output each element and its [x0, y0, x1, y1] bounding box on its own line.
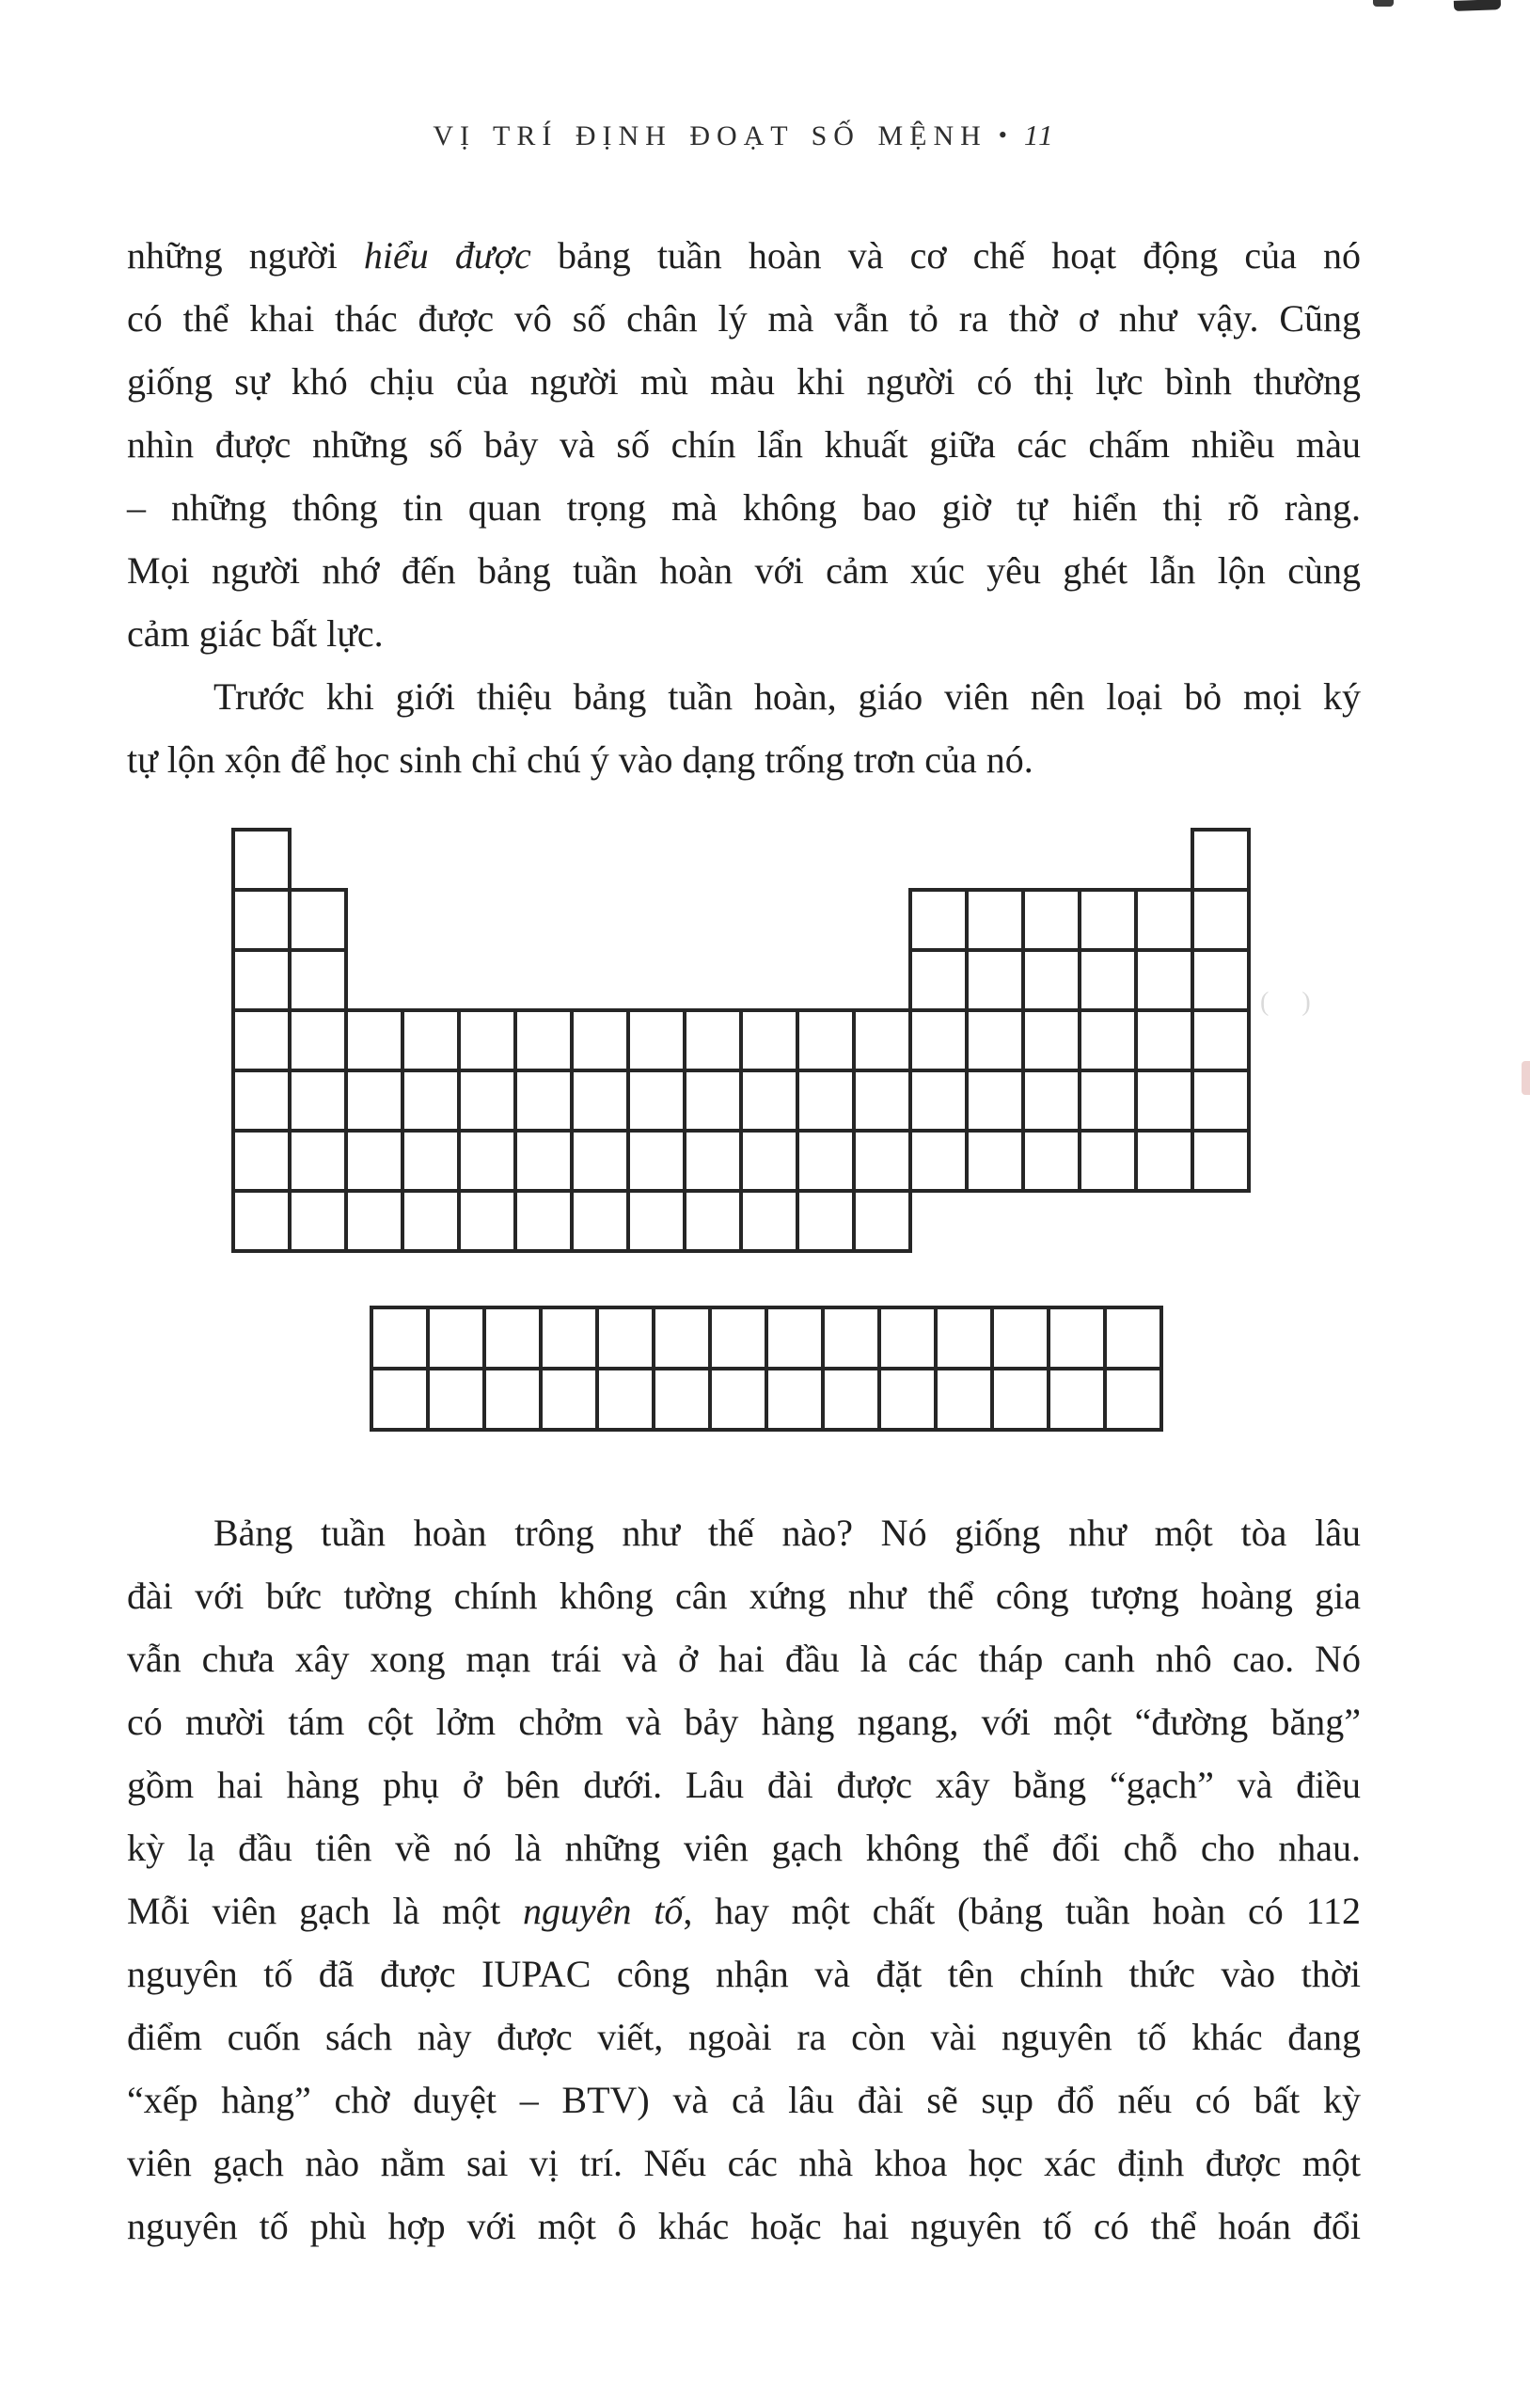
- element-cell: [1192, 1070, 1249, 1131]
- element-cell: [967, 950, 1023, 1010]
- element-cell: [290, 890, 346, 950]
- element-cell: [1105, 1307, 1161, 1369]
- element-cell: [402, 1191, 459, 1251]
- element-cell: [233, 1070, 290, 1131]
- element-cell: [402, 1131, 459, 1191]
- element-cell: [992, 1307, 1049, 1369]
- element-cell: [1023, 890, 1080, 950]
- element-cell: [879, 1369, 936, 1430]
- text-block-lower: [127, 1501, 1361, 2258]
- element-cell: [879, 1307, 936, 1369]
- element-cell: [823, 1369, 879, 1430]
- element-cell: [371, 1307, 428, 1369]
- element-cell: [290, 1131, 346, 1191]
- element-cell: [766, 1307, 823, 1369]
- element-cell: [741, 1131, 797, 1191]
- page-number: 11: [1023, 119, 1055, 151]
- element-cell: [1080, 1131, 1136, 1191]
- element-cell: [1192, 950, 1249, 1010]
- element-cell: [572, 1010, 628, 1070]
- element-cell: [371, 1369, 428, 1430]
- element-cell: [1192, 830, 1249, 890]
- text-line: vẫn chưa xây xong mạn trái và ở hai đầu là các tháp canh nhô cao. Nó: [127, 1638, 1361, 1680]
- element-cell: [854, 1010, 910, 1070]
- element-cell: [766, 1369, 823, 1430]
- scan-speck: [1454, 0, 1501, 11]
- element-cell: [1080, 890, 1136, 950]
- element-cell: [685, 1070, 741, 1131]
- element-cell: [402, 1070, 459, 1131]
- text-line: nhìn được những số bảy và số chín lẩn khuất giữa các chấm nhiều màu: [127, 423, 1361, 466]
- element-cell: [428, 1369, 484, 1430]
- element-cell: [654, 1307, 710, 1369]
- text-block-upper: [127, 224, 1361, 791]
- text-line: giống sự khó chịu của người mù màu khi người có thị lực bình thường: [127, 360, 1361, 403]
- element-cell: [290, 1191, 346, 1251]
- element-cell: [741, 1010, 797, 1070]
- element-cell: [233, 1131, 290, 1191]
- element-cell: [290, 1010, 346, 1070]
- element-cell: [685, 1010, 741, 1070]
- element-cell: [233, 950, 290, 1010]
- scan-edge-mark: [1522, 1061, 1530, 1095]
- element-cell: [710, 1307, 766, 1369]
- element-cell: [515, 1191, 572, 1251]
- element-cell: [572, 1191, 628, 1251]
- element-cell: [1049, 1307, 1105, 1369]
- element-cell: [541, 1369, 597, 1430]
- element-cell: [459, 1191, 515, 1251]
- element-cell: [402, 1010, 459, 1070]
- element-cell: [459, 1131, 515, 1191]
- element-cell: [1136, 1010, 1192, 1070]
- element-cell: [346, 1010, 402, 1070]
- element-cell: [910, 1010, 967, 1070]
- text-line: gồm hai hàng phụ ở bên dưới. Lâu đài được xây bằng “gạch” và điều: [127, 1764, 1361, 1806]
- element-cell: [233, 830, 290, 890]
- element-cell: [797, 1070, 854, 1131]
- element-cell: [515, 1010, 572, 1070]
- element-cell: [515, 1070, 572, 1131]
- element-cell: [233, 1010, 290, 1070]
- element-cell: [910, 1131, 967, 1191]
- text-line: Mọi người nhớ đến bảng tuần hoàn với cảm xúc yêu ghét lẫn lộn cùng: [127, 549, 1361, 592]
- element-cell: [1105, 1369, 1161, 1430]
- element-cell: [1080, 1010, 1136, 1070]
- element-cell: [484, 1307, 541, 1369]
- element-cell: [741, 1191, 797, 1251]
- element-cell: [1192, 1010, 1249, 1070]
- scan-bleed-mark: ( ): [1260, 988, 1324, 1017]
- element-cell: [710, 1369, 766, 1430]
- element-cell: [290, 1070, 346, 1131]
- text-line: có thể khai thác được vô số chân lý mà vẫn tỏ ra thờ ơ như vậy. Cũng: [127, 297, 1361, 340]
- element-cell: [572, 1070, 628, 1131]
- text-line: viên gạch nào nằm sai vị trí. Nếu các nhà khoa học xác định được một: [127, 2142, 1361, 2184]
- text-line: “xếp hàng” chờ duyệt – BTV) và cả lâu đài sẽ sụp đổ nếu có bất kỳ: [127, 2079, 1361, 2121]
- running-header: [127, 119, 1361, 152]
- element-cell: [346, 1191, 402, 1251]
- element-cell: [854, 1191, 910, 1251]
- element-cell: [290, 950, 346, 1010]
- element-cell: [1136, 1131, 1192, 1191]
- text-line: điểm cuốn sách này được viết, ngoài ra còn vài nguyên tố khác đang: [127, 2016, 1361, 2058]
- element-cell: [459, 1070, 515, 1131]
- text-line: Mỗi viên gạch là một nguyên tố, hay một chất (bảng tuần hoàn có 112: [127, 1890, 1361, 1932]
- text-line: kỳ lạ đầu tiên về nó là những viên gạch không thể đổi chỗ cho nhau.: [127, 1827, 1361, 1869]
- element-cell: [1080, 950, 1136, 1010]
- element-cell: [910, 890, 967, 950]
- element-cell: [1023, 1131, 1080, 1191]
- element-cell: [572, 1131, 628, 1191]
- element-cell: [654, 1369, 710, 1430]
- text-line: đài với bức tường chính không cân xứng như thể công tượng hoàng gia: [127, 1575, 1361, 1617]
- element-cell: [823, 1307, 879, 1369]
- element-cell: [854, 1131, 910, 1191]
- element-cell: [428, 1307, 484, 1369]
- text-line: nguyên tố phù hợp với một ô khác hoặc hai nguyên tố có thể hoán đổi: [127, 2205, 1361, 2247]
- element-cell: [685, 1131, 741, 1191]
- element-cell: [484, 1369, 541, 1430]
- element-cell: [936, 1369, 992, 1430]
- element-cell: [854, 1070, 910, 1131]
- element-cell: [967, 1070, 1023, 1131]
- text-line: tự lộn xộn để học sinh chỉ chú ý vào dạng trống trơn của nó.: [127, 738, 1033, 781]
- element-cell: [797, 1191, 854, 1251]
- element-cell: [685, 1191, 741, 1251]
- text-line: – những thông tin quan trọng mà không bao giờ tự hiển thị rõ ràng.: [127, 486, 1361, 529]
- element-cell: [541, 1307, 597, 1369]
- element-cell: [233, 1191, 290, 1251]
- element-cell: [346, 1131, 402, 1191]
- element-cell: [797, 1010, 854, 1070]
- text-line: nguyên tố đã được IUPAC công nhận và đặt tên chính thức vào thời: [127, 1953, 1361, 1995]
- element-cell: [346, 1070, 402, 1131]
- element-cell: [967, 1131, 1023, 1191]
- element-cell: [1136, 890, 1192, 950]
- element-cell: [459, 1010, 515, 1070]
- element-cell: [797, 1131, 854, 1191]
- element-cell: [1023, 1070, 1080, 1131]
- element-cell: [628, 1191, 685, 1251]
- element-cell: [1023, 1010, 1080, 1070]
- text-line: Bảng tuần hoàn trông như thế nào? Nó giống như một tòa lâu: [213, 1512, 1361, 1554]
- element-cell: [597, 1307, 654, 1369]
- element-cell: [597, 1369, 654, 1430]
- element-cell: [1023, 950, 1080, 1010]
- element-cell: [628, 1131, 685, 1191]
- text-line: Trước khi giới thiệu bảng tuần hoàn, giáo viên nên loại bỏ mọi ký: [213, 675, 1361, 718]
- header-title: VỊ TRÍ ĐỊNH ĐOẠT SỐ MỆNH: [433, 120, 987, 151]
- element-cell: [910, 1070, 967, 1131]
- element-cell: [1136, 1070, 1192, 1131]
- element-cell: [741, 1070, 797, 1131]
- element-cell: [1136, 950, 1192, 1010]
- text-line: có mười tám cột lởm chởm và bảy hàng ngang, với một “đường băng”: [127, 1701, 1361, 1743]
- text-line: những người hiểu được bảng tuần hoàn và cơ chế hoạt động của nó: [127, 234, 1362, 277]
- header-bullet: •: [998, 121, 1007, 149]
- element-cell: [628, 1010, 685, 1070]
- element-cell: [233, 890, 290, 950]
- element-cell: [515, 1131, 572, 1191]
- element-cell: [628, 1070, 685, 1131]
- element-cell: [967, 890, 1023, 950]
- element-cell: [1049, 1369, 1105, 1430]
- element-cell: [1080, 1070, 1136, 1131]
- element-cell: [936, 1307, 992, 1369]
- element-cell: [1192, 890, 1249, 950]
- scan-speck: [1373, 0, 1394, 7]
- element-cell: [910, 950, 967, 1010]
- element-cell: [1192, 1131, 1249, 1191]
- element-cell: [992, 1369, 1049, 1430]
- text-line: cảm giác bất lực.: [127, 612, 384, 655]
- element-cell: [967, 1010, 1023, 1070]
